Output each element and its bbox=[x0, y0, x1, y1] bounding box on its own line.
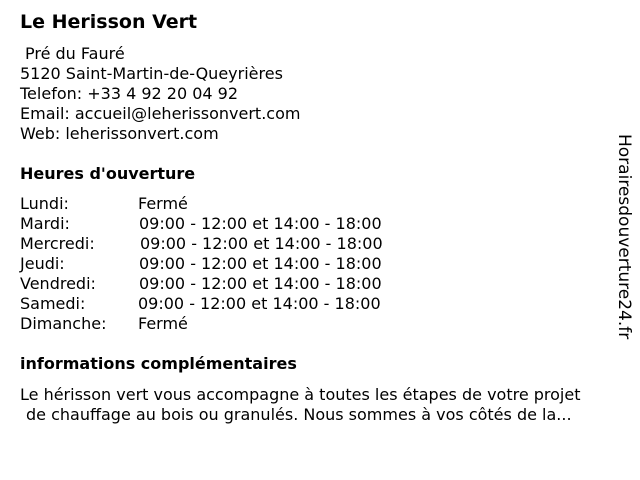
site-watermark: Horairesdouverture24.fr bbox=[614, 134, 634, 340]
day-label: Jeudi: bbox=[20, 254, 65, 273]
time-value: 09:00 - 12:00 et 14:00 - 18:00 bbox=[138, 294, 381, 313]
info-line: Le hérisson vert vous accompagne à toutes les étapes de votre projet bbox=[20, 385, 581, 404]
info-line: de chauffage au bois ou granulés. Nous sommes à vos côtés de la... bbox=[26, 405, 572, 424]
info-heading: informations complémentaires bbox=[20, 354, 297, 373]
info-description bbox=[20, 385, 632, 425]
day-label: Lundi: bbox=[20, 194, 69, 213]
day-label: Dimanche: bbox=[20, 314, 107, 333]
day-label: Samedi: bbox=[20, 294, 86, 313]
time-value: 09:00 - 12:00 et 14:00 - 18:00 bbox=[140, 234, 383, 253]
day-label: Vendredi: bbox=[20, 274, 96, 293]
city-address: 5120 Saint-Martin-de-Queyrières bbox=[20, 64, 283, 83]
time-value: 09:00 - 12:00 et 14:00 - 18:00 bbox=[139, 214, 382, 233]
time-value: 09:00 - 12:00 et 14:00 - 18:00 bbox=[139, 274, 382, 293]
hours-heading: Heures d'ouverture bbox=[20, 164, 196, 183]
street-address: Pré du Fauré bbox=[25, 44, 125, 63]
time-value: 09:00 - 12:00 et 14:00 - 18:00 bbox=[139, 254, 382, 273]
business-name: Le Herisson Vert bbox=[20, 11, 198, 33]
time-value: Fermé bbox=[138, 194, 188, 213]
day-label: Mardi: bbox=[20, 214, 70, 233]
email-line: Email: accueil@leherissonvert.com bbox=[20, 104, 301, 123]
time-value: Fermé bbox=[138, 314, 188, 333]
web-line: Web: leherissonvert.com bbox=[20, 124, 219, 143]
address-block bbox=[20, 44, 300, 144]
day-label: Mercredi: bbox=[20, 234, 95, 253]
phone-line: Telefon: +33 4 92 20 04 92 bbox=[20, 84, 239, 103]
